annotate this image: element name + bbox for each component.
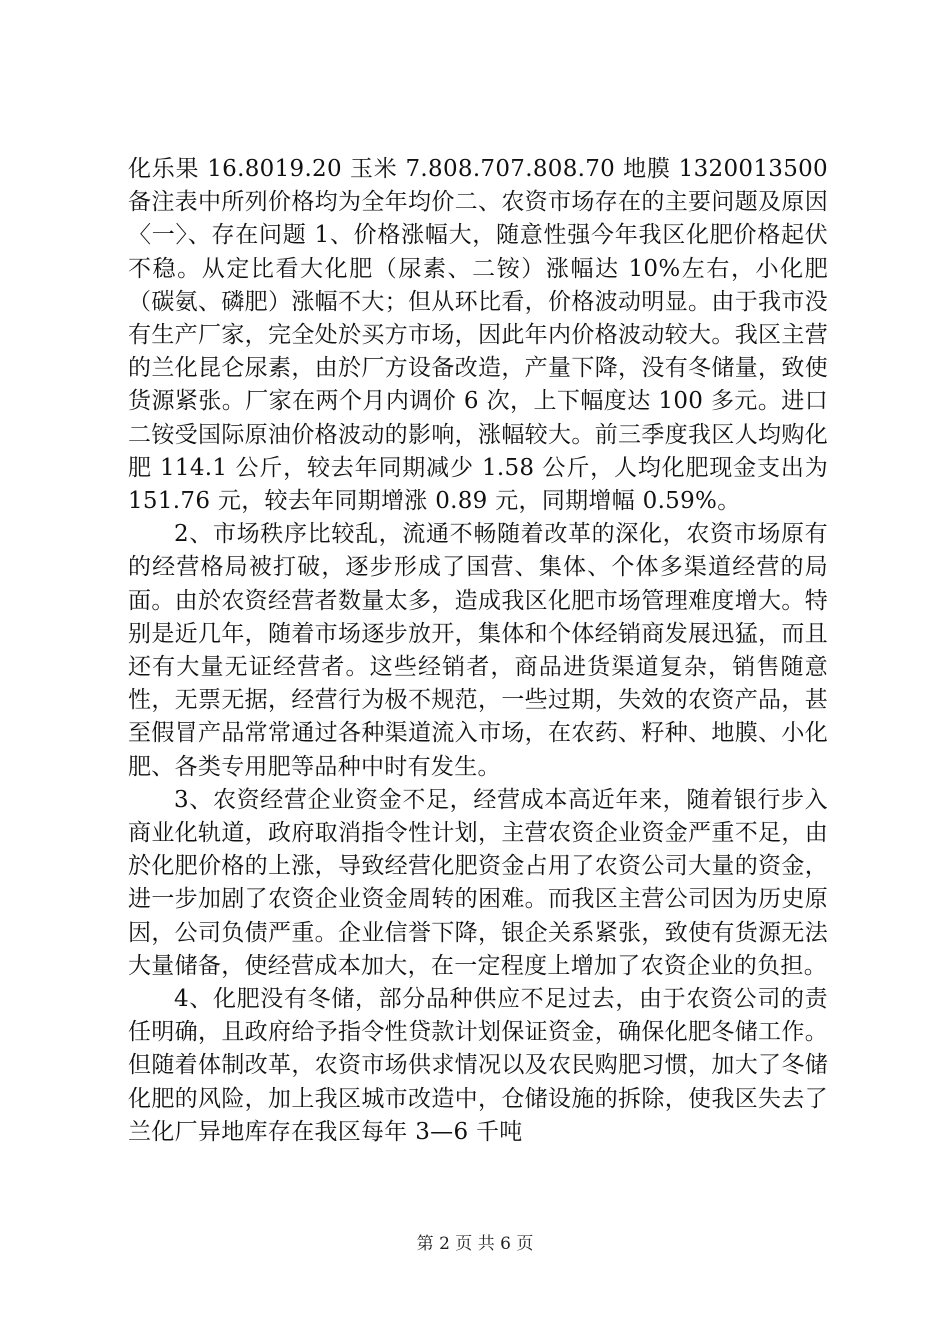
paragraph-4: 4、化肥没有冬储，部分品种供应不足过去，由于农资公司的责任明确，且政府给予指令性贷款计划保证资金，确保化肥冬储工作。但随着体制改革，农资市场供求情况以及农民购肥习惯，加大了冬储化肥的风险，加上我区城市改造中，仓储设施的拆除，使我区失去了兰化厂异地库存在我区每年 3—6 千吨 [128, 986, 828, 1145]
paragraph-3: 3、农资经营企业资金不足，经营成本高近年来，随着银行步入商业化轨道，政府取消指令性计划，主营农资企业资金严重不足，由於化肥价格的上涨，导致经营化肥资金占用了农资公司大量的资金，进一步加剧了农资企业资金周转的困难。而我区主营公司因为历史原因，公司负债严重。企业信誉下降，银企关系紧张，致使有货源无法大量储备，使经营成本加大，在一定程度上增加了农资企业的负担。 [128, 786, 828, 979]
paragraph-1: 化乐果 16.8019.20 玉米 7.808.707.808.70 地膜 1320013500 备注表中所列价格均为全年均价二、农资市场存在的主要问题及原因〈一〉、存在问题 1、价格涨幅大，随意性强今年我区化肥价格起伏不稳。从定比看大化肥（尿素、二铵）涨幅达 10%左右，小化肥（碳氨、磷肥）涨幅不大；但从环比看，价格波动明显。由于我市没有生产厂家，完全处於买方市场，因此年内价格波动较大。我区主营的兰化昆仑尿素，由於厂方设备改造，产量下降，没有冬储量，致使货源紧张。厂家在两个月内调价 6 次，上下幅度达 100 多元。进口二铵受国际原油价格波动的影响，涨幅较大。前三季度我区人均购化肥 114.1 公斤，较去年同期减少 1.58 公斤，人均化肥现金支出为 151.76 元，较去年同期增涨 0.89 元，同期增幅 0.59%。 [128, 156, 828, 515]
document-body [128, 153, 828, 1149]
page-footer: 第 2 页 共 6 页 [416, 1234, 534, 1254]
paragraph-2: 2、市场秩序比较乱，流通不畅随着改革的深化，农资市场原有的经营格局被打破，逐步形成了国营、集体、个体多渠道经营的局面。由於农资经营者数量太多，造成我区化肥市场管理难度增大。特别是近几年，随着市场逐步放开，集体和个体经销商发展迅猛，而且还有大量无证经营者。这些经销者，商品进货渠道复杂，销售随意性，无票无据，经营行为极不规范，一些过期，失效的农资产品，甚至假冒产品常常通过各种渠道流入市场，在农药、籽种、地膜、小化肥、各类专用肥等品种中时有发生。 [128, 521, 828, 780]
